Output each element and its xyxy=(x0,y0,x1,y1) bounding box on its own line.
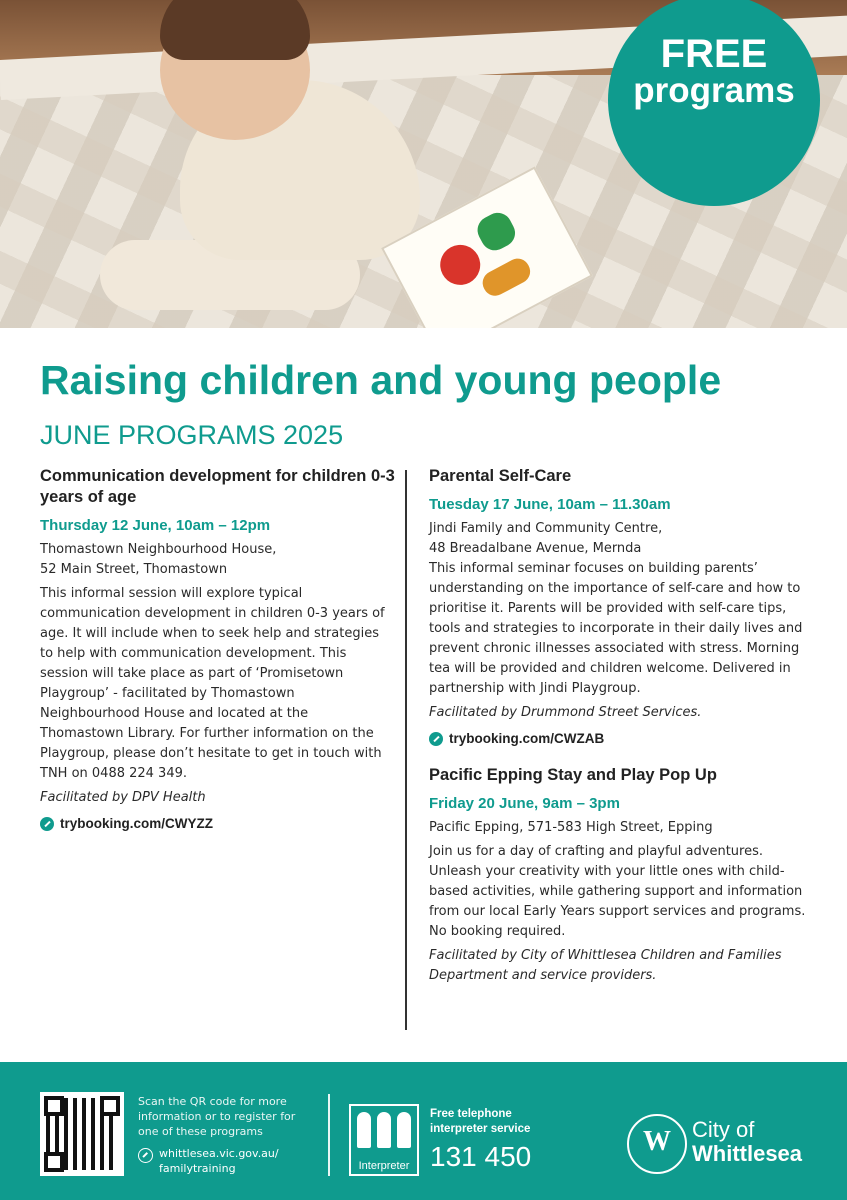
event-location-pacific: Pacific Epping, 571-583 High Street, Epping xyxy=(429,820,713,835)
page-subtitle: JUNE PROGRAMS 2025 xyxy=(40,420,344,450)
hero-photo xyxy=(0,0,847,328)
page-title: Raising children and young people xyxy=(40,357,722,403)
location-line-1: Jindi Family and Community Centre, xyxy=(429,521,663,536)
city-name-line1: City of xyxy=(692,1117,755,1142)
link-icon xyxy=(138,1148,153,1163)
booking-link-communication[interactable] xyxy=(40,814,395,834)
website-link-text[interactable]: whittlesea.vic.gov.au/ familytraining xyxy=(159,1147,279,1175)
interpreter-logo xyxy=(349,1104,419,1176)
interpreter-caption: Interpreter xyxy=(358,1160,410,1172)
city-name-line2: Whittlesea xyxy=(692,1141,803,1166)
qr-instructions: Scan the QR code for more information or to register for one of these programs xyxy=(138,1095,296,1138)
booking-link-text[interactable]: trybooking.com/CWYZZ xyxy=(60,816,213,831)
interpreter-heading: Free telephone interpreter service xyxy=(430,1108,531,1135)
city-crest-icon xyxy=(627,1114,687,1174)
badge-line-free: FREE xyxy=(660,32,768,76)
event-date-pacific: Friday 20 June, 9am – 3pm xyxy=(429,795,620,812)
left-column xyxy=(40,466,395,834)
qr-code[interactable] xyxy=(40,1092,124,1176)
event-title-pacific: Pacific Epping Stay and Play Pop Up xyxy=(429,766,717,784)
right-column xyxy=(429,466,814,992)
booking-link-selfcare[interactable] xyxy=(429,729,814,749)
event-date-selfcare: Tuesday 17 June, 10am – 11.30am xyxy=(429,496,671,513)
qr-finder xyxy=(44,1096,64,1116)
figure xyxy=(357,1112,371,1148)
location-line-1: Thomastown Neighbourhood House, xyxy=(40,542,277,557)
website-link[interactable] xyxy=(138,1146,319,1176)
event-description-communication: This informal session will explore typical communication development in children 0-3 years of age. It will include when to seek help and strategies to help with communication development. This session will take place as part of ‘Promisetown Playgroup’ - facilitated by Thomastown Neighbourhood House and located at the Thomastown Library. For further information on the Playgroup, please don’t hesitate to get in touch with TNH on 0488 224 349. xyxy=(40,586,385,781)
event-facilitator-selfcare: Facilitated by Drummond Street Services. xyxy=(429,705,702,720)
event-location-communication xyxy=(40,540,395,580)
figure xyxy=(377,1112,391,1148)
crest-mark: W xyxy=(643,1126,671,1157)
child-hair xyxy=(160,0,310,60)
qr-finder xyxy=(44,1152,64,1172)
column-divider xyxy=(405,470,407,1030)
footer-bar xyxy=(0,1062,847,1200)
event-location-selfcare xyxy=(429,519,814,559)
figure xyxy=(397,1112,411,1148)
free-programs-badge xyxy=(608,0,820,206)
book-illustration-green xyxy=(473,208,520,255)
booking-link-text[interactable]: trybooking.com/CWZAB xyxy=(449,731,605,746)
event-facilitator-communication: Facilitated by DPV Health xyxy=(40,790,206,805)
interpreter-figures-icon xyxy=(357,1112,411,1150)
section-gap xyxy=(429,749,814,765)
qr-finder xyxy=(100,1096,120,1116)
event-date-communication: Thursday 12 June, 10am – 12pm xyxy=(40,517,271,534)
link-icon xyxy=(40,817,54,831)
event-description-pacific: Join us for a day of crafting and playful adventures. Unleash your creativity with your little ones with child-based activities, while gathering support and information from our local Early Years support services and programs. No booking required. xyxy=(429,844,806,939)
book-illustration-red xyxy=(433,238,487,292)
event-title-communication: Communication development for children 0-3 years of age xyxy=(40,467,395,506)
interpreter-phone: 131 450 xyxy=(430,1141,532,1172)
location-line-2: 52 Main Street, Thomastown xyxy=(40,562,228,577)
event-description-selfcare: This informal seminar focuses on building parents’ understanding on the importance of self-care and how to prioritise it. Parents will be provided with self-care tips, tools and strategies to incorporate in their daily lives and prevent chronic illnesses associated with stress. Morning tea will be provided and children welcome. Delivered in partnership with Jindi Playgroup. xyxy=(429,561,803,696)
badge-line-programs: programs xyxy=(633,71,795,110)
location-line-2: 48 Breadalbane Avenue, Mernda xyxy=(429,541,642,556)
event-title-selfcare: Parental Self-Care xyxy=(429,467,572,485)
link-icon xyxy=(429,732,443,746)
book-illustration-orange xyxy=(478,254,534,300)
event-facilitator-pacific: Facilitated by City of Whittlesea Children and Families Department and service providers. xyxy=(429,948,782,983)
footer-divider xyxy=(328,1094,330,1176)
